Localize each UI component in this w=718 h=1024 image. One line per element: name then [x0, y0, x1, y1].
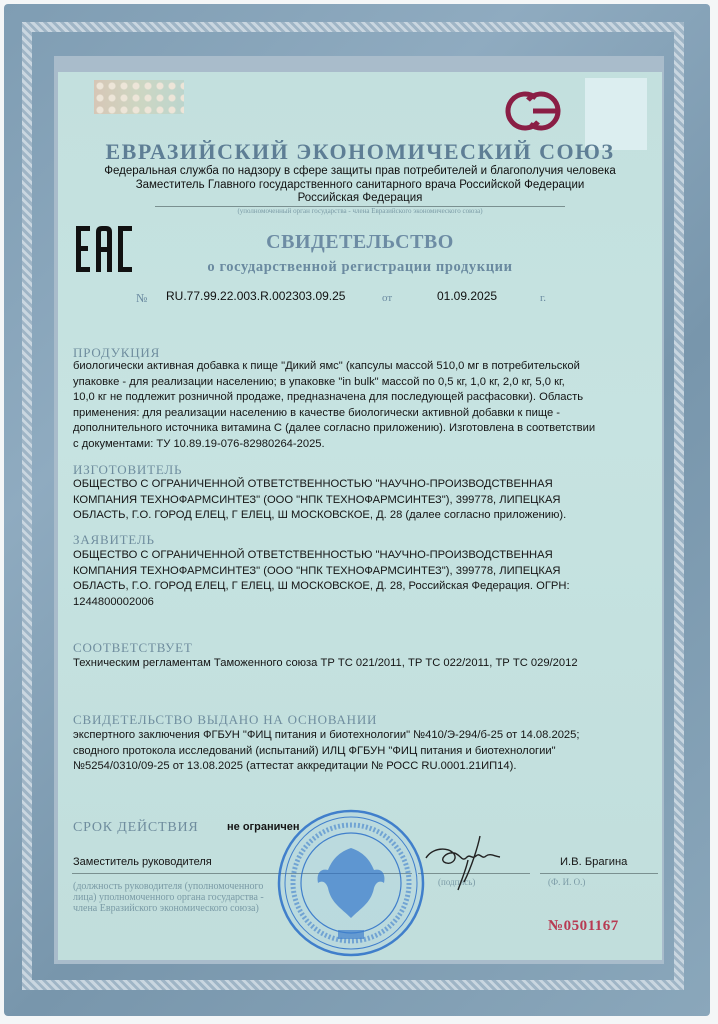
manufacturer-body [73, 477, 658, 524]
product-line: с документами: ТУ 10.89.19-076-82980264-2025. [73, 437, 325, 450]
signature-icon [420, 826, 520, 896]
applicant-line: 1244800002006 [73, 595, 154, 608]
product-line: дополнительного источника витамина С (далее согласно приложению). Изготовлена в соответствии [73, 422, 596, 434]
from-label: от [382, 292, 393, 304]
document-subtitle: о государственной регистрации продукции [207, 259, 513, 275]
applicant-heading: ЗАЯВИТЕЛЬ [73, 532, 155, 547]
product-body [73, 359, 658, 452]
applicant-line: ОБЩЕСТВО С ОГРАНИЧЕННОЙ ОТВЕТСТВЕННОСТЬЮ "НАУЧНО-ПРОИЗВОДСТВЕННАЯ [73, 549, 553, 561]
product-heading: ПРОДУКЦИЯ [73, 345, 161, 360]
name-underline [540, 873, 658, 874]
year-suffix: г. [540, 292, 547, 304]
validity-heading: СРОК ДЕЙСТВИЯ [73, 820, 199, 835]
basis-line: №5254/0310/09-25 от 13.08.2025 (аттестат аккредитации № РОСС RU.0001.21ИП14). [73, 760, 517, 772]
union-title: ЕВРАЗИЙСКИЙ ЭКОНОМИЧЕСКИЙ СОЮЗ [105, 139, 615, 164]
product-line: упаковке - для реализации населению; в упаковке "in bulk" массой по 0,5 кг, 1,0 кг, 2,0 кг, 5,0 кг, [73, 375, 565, 388]
position-caption-line: (должность руководителя (уполномоченного [73, 881, 264, 892]
basis-line: экспертного заключения ФГБУН "ФИЦ питания и биотехнологии" №410/Э-294/б-25 от 14.08.2025; [73, 729, 580, 741]
signature-caption: (подпись) [438, 877, 476, 887]
applicant-body [73, 548, 658, 610]
position-caption-line: лица) уполномоченного органа государства - [73, 892, 264, 903]
se-logo-icon [503, 88, 563, 134]
manufacturer-heading: ИЗГОТОВИТЕЛЬ [73, 462, 183, 477]
complies-heading: СООТВЕТСТВУЕТ [73, 640, 193, 655]
position-caption-line: члена Евразийского экономического союза) [73, 903, 259, 914]
signer-name: И.В. Брагина [560, 856, 628, 868]
agency-name: Федеральная служба по надзору в сфере защиты прав потребителей и благополучия человека [104, 165, 616, 177]
authority-caption: (уполномоченный орган государства - члена Евразийского экономического союза) [237, 207, 483, 215]
complies-line: Техническим регламентам Таможенного союза ТР ТС 021/2011, ТР ТС 022/2011, ТР ТС 029/2012 [73, 657, 578, 669]
product-line: биологически активная добавка к пище "Дикий ямс" (капсулы массой 510,0 мг в потребительской [73, 360, 580, 372]
registration-number: RU.77.99.22.003.R.002303.09.25 [166, 289, 346, 303]
basis-heading: СВИДЕТЕЛЬСТВО ВЫДАНО НА ОСНОВАНИИ [73, 712, 378, 727]
position-caption [73, 881, 264, 914]
document-title: СВИДЕТЕЛЬСТВО [266, 231, 454, 253]
product-line: 10,0 кг не подлежит розничной продаже, предназначена для последующей расфасовки). Область [73, 391, 584, 403]
hologram-strip [94, 80, 184, 114]
applicant-line: КОМПАНИЯ ТЕХНОФАРМСИНТЕЗ" (ООО "НПК ТЕХНОФАРМСИНТЕЗ"), 399778, ЛИПЕЦКАЯ [73, 564, 561, 577]
name-caption: (Ф. И. О.) [548, 877, 586, 887]
official-seal-icon [276, 808, 426, 958]
basis-body [73, 728, 658, 775]
product-line: применения: для реализации населению в качестве биологически активной добавки к пище - [73, 406, 560, 419]
basis-line: сводного протокола исследований (испытаний) ИЛЦ ФГБУН "ФИЦ питания и биотехнологии" [73, 744, 556, 757]
official-title: Заместитель Главного государственного санитарного врача Российской Федерации [135, 179, 585, 191]
complies-body [73, 656, 658, 672]
number-label: № [136, 291, 148, 305]
manufacturer-line: ОБЛАСТЬ, Г.О. ГОРОД ЕЛЕЦ, Г ЕЛЕЦ, Ш МОСКОВСКОЕ, Д. 28 (далее согласно приложению). [73, 509, 567, 521]
registration-date: 01.09.2025 [437, 289, 498, 303]
manufacturer-line: КОМПАНИЯ ТЕХНОФАРМСИНТЕЗ" (ООО "НПК ТЕХНОФАРМСИНТЕЗ"), 399778, ЛИПЕЦКАЯ [73, 493, 561, 506]
manufacturer-line: ОБЩЕСТВО С ОГРАНИЧЕННОЙ ОТВЕТСТВЕННОСТЬЮ "НАУЧНО-ПРОИЗВОДСТВЕННАЯ [73, 478, 553, 490]
applicant-line: ОБЛАСТЬ, Г.О. ГОРОД ЕЛЕЦ, Г ЕЛЕЦ, Ш МОСКОВСКОЕ, Д. 28, Российская Федерация. ОГРН: [73, 580, 570, 592]
serial-number: №0501167 [548, 918, 619, 934]
country-name: Российская Федерация [297, 192, 423, 204]
validity-value: не ограничен [227, 821, 300, 833]
signer-role: Заместитель руководителя [73, 856, 212, 868]
